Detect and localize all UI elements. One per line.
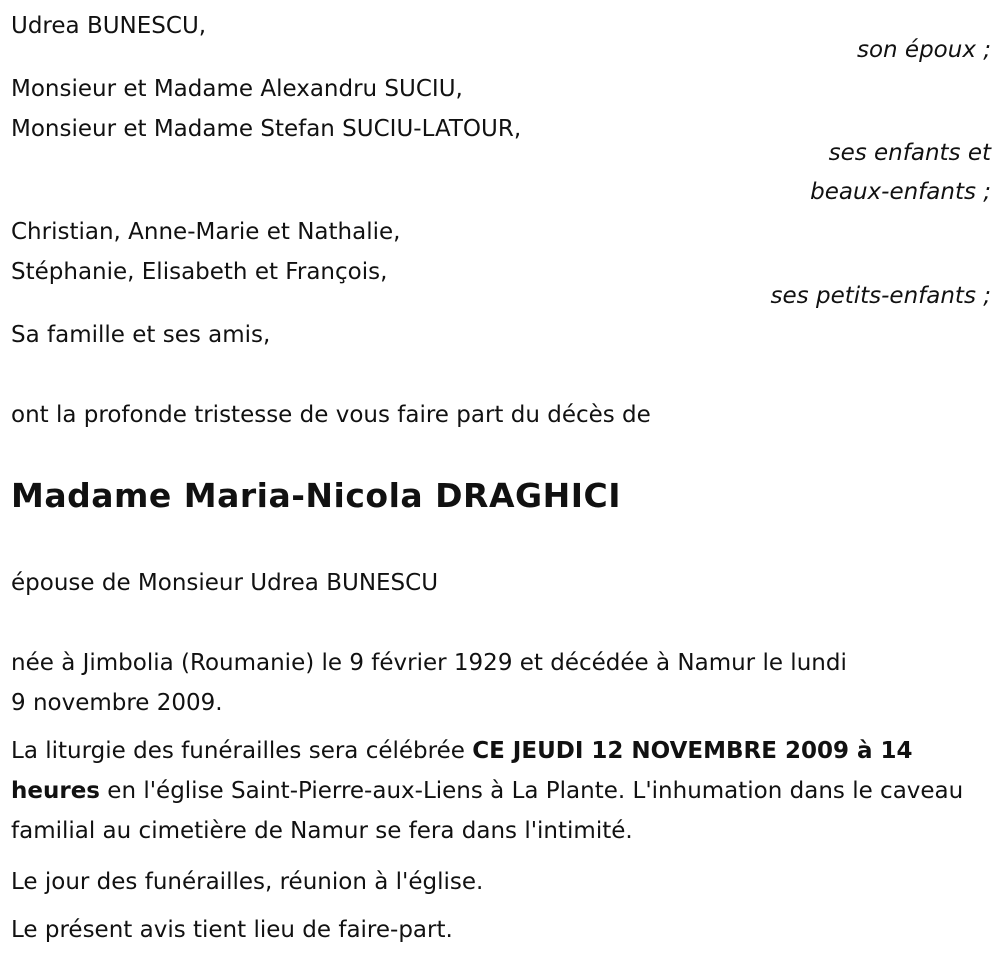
grandchildren-line-2: Stéphanie, Elisabeth et François, [11, 259, 388, 285]
deceased-name: Madame Maria-Nicola DRAGHICI [11, 476, 621, 515]
funeral-intro: La liturgie des funérailles sera célébrée [11, 738, 473, 764]
announcement-text: ont la profonde tristesse de vous faire part du décès de [11, 402, 651, 428]
reunion-line: Le jour des funérailles, réunion à l'église. [11, 869, 484, 895]
funeral-date: CE JEUDI 12 NOVEMBRE 2009 à 14 heures [11, 738, 913, 804]
children-role-line-1: ses enfants et [828, 140, 991, 166]
spouse-line: épouse de Monsieur Udrea BUNESCU [11, 570, 439, 596]
funeral-paragraph [11, 731, 986, 851]
child-line-1: Monsieur et Madame Alexandru SUCIU, [11, 76, 463, 102]
child-line-2: Monsieur et Madame Stefan SUCIU-LATOUR, [11, 116, 522, 142]
husband-name: Udrea BUNESCU, [11, 13, 207, 39]
grandchildren-role: ses petits-enfants ; [770, 283, 991, 309]
family-and-friends: Sa famille et ses amis, [11, 322, 271, 348]
birth-death-line-2: 9 novembre 2009. [11, 690, 223, 716]
children-role-line-2: beaux-enfants ; [810, 179, 991, 205]
grandchildren-line-1: Christian, Anne-Marie et Nathalie, [11, 219, 401, 245]
notice-line: Le présent avis tient lieu de faire-part. [11, 917, 453, 943]
funeral-details: en l'église Saint-Pierre-aux-Liens à La Plante. L'inhumation dans le caveau familial au cimetière de Namur se fera dans l'intimité. [11, 778, 964, 844]
husband-role: son époux ; [856, 37, 991, 63]
birth-death-line-1: née à Jimbolia (Roumanie) le 9 février 1929 et décédée à Namur le lundi [11, 650, 847, 676]
